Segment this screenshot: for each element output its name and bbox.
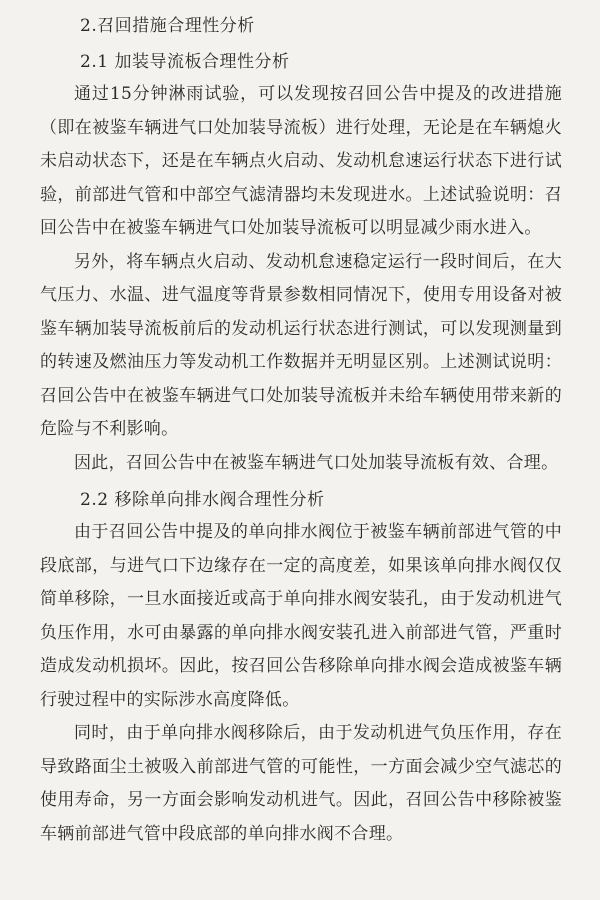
paragraph-1: 通过15分钟淋雨试验，可以发现按召回公告中提及的改进措施（即在被鉴车辆进气口处加装导流板）进行处理，无论是在车辆熄火未启动状态下，还是在车辆点火启动、发动机怠速运行状态下进行试验，前部进气管和中部空气滤清器均未发现进水。上述试验说明：召回公告中在被鉴车辆进气口处加装导流板可以明显减少雨水进入。 bbox=[40, 84, 562, 238]
subsection-2-heading: 2.2 移除单向排水阀合理性分析 bbox=[80, 490, 325, 510]
paragraph-3: 因此，召回公告中在被鉴车辆进气口处加装导流板有效、合理。 bbox=[74, 452, 559, 473]
paragraph-5: 同时，由于单向排水阀移除后，由于发动机进气负压作用，存在导致路面尘土被吸入前部进气管的可能性，一方面会减少空气滤芯的使用寿命，另一方面会影响发动机进气。因此，召回公告中移除被鉴车辆前部进气管中段底部的单向排水阀不合理。 bbox=[40, 723, 562, 844]
paragraph-4: 由于召回公告中提及的单向排水阀位于被鉴车辆前部进气管的中段底部，与进气口下边缘存在一定的高度差，如果该单向排水阀仅仅简单移除，一旦水面接近或高于单向排水阀安装孔，由于发动机进气负压作用，水可由暴露的单向排水阀安装孔进入前部进气管，严重时造成发动机损坏。因此，按召回公告移除单向排水阀会造成被鉴车辆行驶过程中的实际涉水高度降低。 bbox=[40, 522, 562, 710]
subsection-1-heading: 2.1 加装导流板合理性分析 bbox=[80, 52, 290, 72]
section-heading: 2.召回措施合理性分析 bbox=[80, 16, 255, 36]
paragraph-2: 另外，将车辆点火启动、发动机怠速稳定运行一段时间后，在大气压力、水温、进气温度等背景参数相同情况下，使用专用设备对被鉴车辆加装导流板前后的发动机运行状态进行测试，可以发现测量到的转速及燃油压力等发动机工作数据并无明显区别。上述测试说明：召回公告中在被鉴车辆进气口处加装导流板并未给车辆使用带来新的危险与不利影响。 bbox=[40, 251, 562, 439]
